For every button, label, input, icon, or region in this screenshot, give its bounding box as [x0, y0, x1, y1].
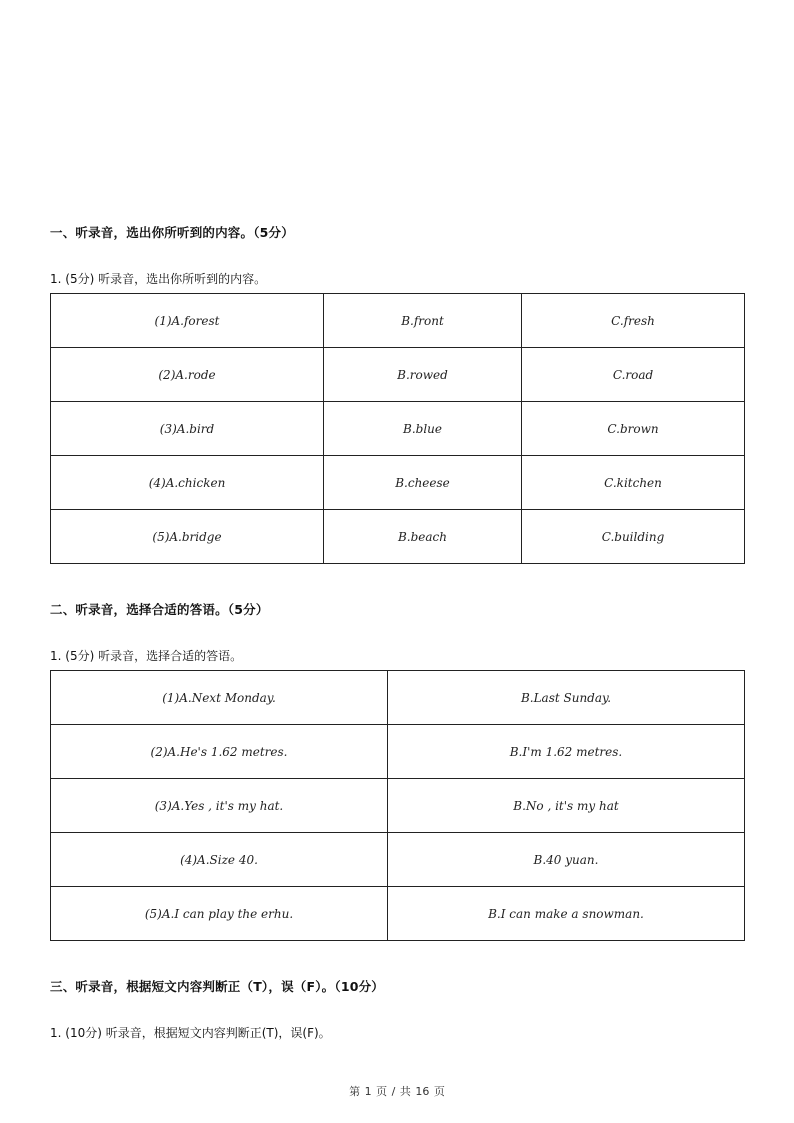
option-cell: (2)A.He's 1.62 metres. [51, 725, 388, 779]
option-cell: B.I'm 1.62 metres. [388, 725, 745, 779]
page-number-footer: 第 1 页 / 共 16 页 [349, 1085, 445, 1098]
option-cell: B.beach [324, 510, 522, 564]
option-cell: B.blue [324, 402, 522, 456]
option-cell: B.40 yuan. [388, 833, 745, 887]
option-cell: C.kitchen [522, 456, 745, 510]
option-cell: (5)A.I can play the erhu. [51, 887, 388, 941]
option-cell: (4)A.Size 40. [51, 833, 388, 887]
table-row [51, 510, 745, 564]
section-3-question: 1. (10分) 听录音，根据短文内容判断正(T)，误(F)。 [50, 1026, 331, 1040]
option-cell: (1)A.forest [51, 294, 324, 348]
option-cell: C.fresh [522, 294, 745, 348]
section-1-heading: 一、听录音，选出你所听到的内容。（5分） [50, 225, 294, 240]
option-cell: C.road [522, 348, 745, 402]
section-1-options-table [50, 293, 745, 564]
option-cell: B.No , it's my hat [388, 779, 745, 833]
option-cell: B.cheese [324, 456, 522, 510]
option-cell: (3)A.bird [51, 402, 324, 456]
option-cell: (4)A.chicken [51, 456, 324, 510]
section-2-heading: 二、听录音，选择合适的答语。（5分） [50, 602, 269, 617]
table-row [51, 779, 745, 833]
table-row [51, 294, 745, 348]
table-row [51, 833, 745, 887]
section-1-question: 1. (5分) 听录音，选出你所听到的内容。 [50, 272, 267, 286]
section-3-heading: 三、听录音，根据短文内容判断正（T），误（F）。（10分） [50, 979, 385, 994]
table-row [51, 887, 745, 941]
section-2-options-table [50, 670, 745, 941]
option-cell: B.rowed [324, 348, 522, 402]
section-2-question: 1. (5分) 听录音，选择合适的答语。 [50, 649, 243, 663]
option-cell: (3)A.Yes , it's my hat. [51, 779, 388, 833]
option-cell: (2)A.rode [51, 348, 324, 402]
table-row [51, 402, 745, 456]
option-cell: (5)A.bridge [51, 510, 324, 564]
option-cell: (1)A.Next Monday. [51, 671, 388, 725]
table-row [51, 671, 745, 725]
option-cell: B.front [324, 294, 522, 348]
table-row [51, 725, 745, 779]
option-cell: C.building [522, 510, 745, 564]
option-cell: C.brown [522, 402, 745, 456]
table-row [51, 456, 745, 510]
table-row [51, 348, 745, 402]
option-cell: B.Last Sunday. [388, 671, 745, 725]
option-cell: B.I can make a snowman. [388, 887, 745, 941]
